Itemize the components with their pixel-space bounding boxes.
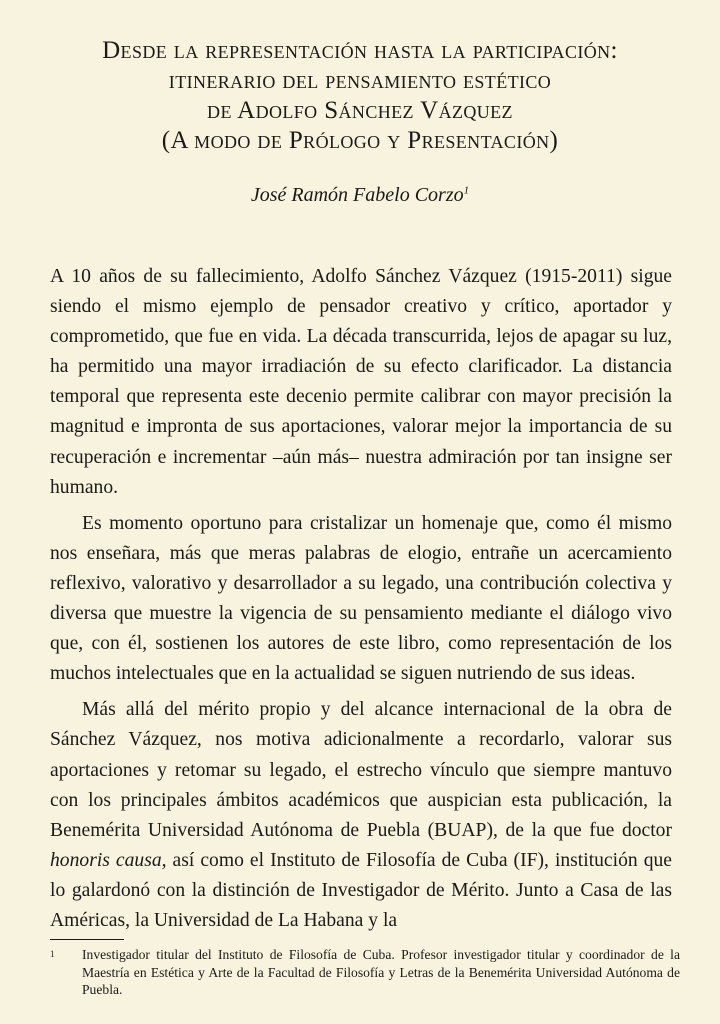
author-name: José Ramón Fabelo Corzo bbox=[250, 184, 464, 206]
title-line-3: de Adolfo Sánchez Vázquez bbox=[207, 97, 513, 124]
footnote bbox=[50, 946, 680, 999]
chapter-title bbox=[30, 36, 690, 156]
title-line-4: (A modo de Prólogo y Presentación) bbox=[161, 127, 559, 154]
title-line-1: Desde la representación hasta la participación: bbox=[102, 37, 618, 64]
paragraph-3-part-2: así como el Instituto de Filosofía de Cuba (IF), institución que lo galardonó con la distinción de Investigador de Mérito. Junto a Casa de las Américas, la Universidad de La Habana y la bbox=[50, 849, 672, 931]
paragraph-2: Es momento oportuno para cristalizar un homenaje que, como él mismo nos enseñara, más que meras palabras de elogio, entrañe un acercamiento reflexivo, valorativo y desarrollador a su legado, una contribución colectiva y diversa que muestre la vigencia de su pensamiento mediante el diálogo vivo que, con él, sostienen los autores de este libro, como representación de los muchos intelectuales que en la actualidad se siguen nutriendo de sus ideas. bbox=[50, 512, 672, 685]
footnote-text: Investigador titular del Instituto de Filosofía de Cuba. Profesor investigador titular y coordinador de la Maestría en Estética y Arte de la Facultad de Filosofía y Letras de la Benemérita Universidad Autónoma de Puebla. bbox=[82, 947, 680, 997]
paragraph-1: A 10 años de su fallecimiento, Adolfo Sánchez Vázquez (1915-2011) sigue siendo el mismo ejemplo de pensador creativo y crítico, aportador y comprometido, que fue en vida. La década transcurrida, lejos de apagar su luz, ha permitido una mayor irradiación de su efecto clarificador. La distancia temporal que representa este decenio permite calibrar con mayor precisión la magnitud e impronta de sus aportaciones, valorar mejor la importancia de su recuperación e incrementar –aún más– nuestra admiración por tan insigne ser humano. bbox=[50, 266, 672, 498]
author-footnote-mark: 1 bbox=[463, 184, 470, 197]
body-text bbox=[50, 262, 672, 942]
author-byline bbox=[0, 182, 720, 208]
footnote-separator bbox=[50, 939, 124, 940]
paragraph-3 bbox=[50, 695, 672, 936]
footnote-number: 1 bbox=[50, 949, 55, 959]
title-line-2: itinerario del pensamiento estético bbox=[168, 67, 552, 94]
paragraph-3-italic: honoris causa, bbox=[50, 849, 167, 871]
paragraph-3-part-1: Más allá del mérito propio y del alcance internacional de la obra de Sánchez Vázquez, nos motiva adicionalmente a recordarlo, valorar sus aportaciones y retomar su legado, el estrecho vínculo que siempre mantuvo con los principales ámbitos académicos que auspician esta publicación, la Benemérita Universidad Autónoma de Puebla (BUAP), de la que fue doctor bbox=[50, 699, 672, 841]
